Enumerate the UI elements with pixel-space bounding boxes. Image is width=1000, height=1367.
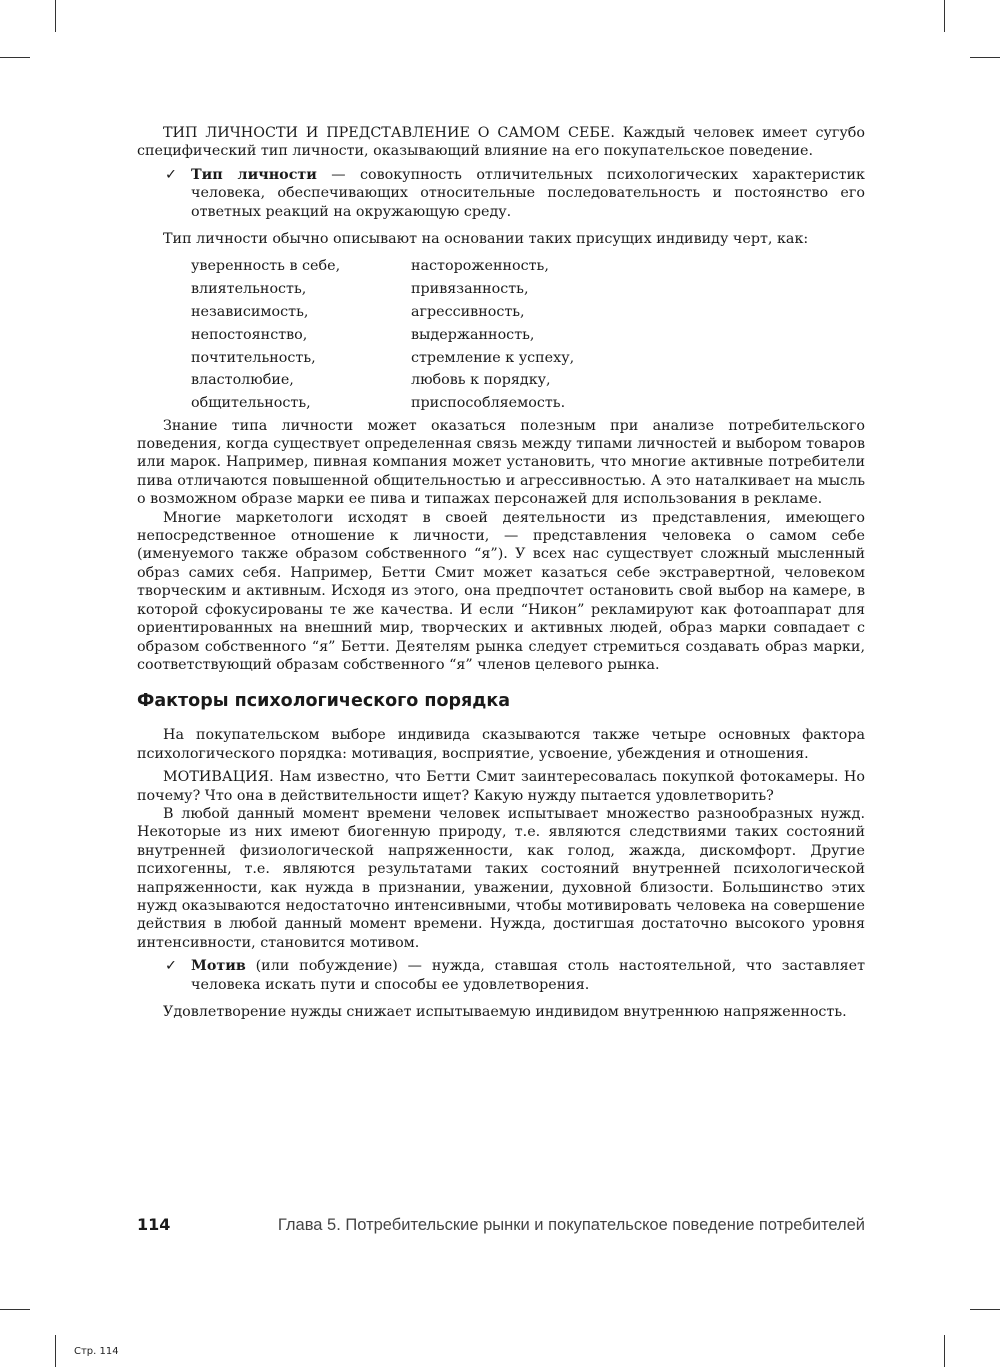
checkmark-icon: ✓ bbox=[165, 166, 177, 183]
trait-item: агрессивность, bbox=[411, 304, 525, 321]
crop-mark bbox=[55, 1335, 56, 1367]
section-heading: Факторы психологического порядка bbox=[137, 691, 511, 712]
trait-item: выдержанность, bbox=[411, 326, 535, 343]
traits-intro: Тип личности обычно описывают на основании таких присущих индивиду черт, как: bbox=[163, 231, 809, 248]
trait-item: приспособляемость. bbox=[411, 395, 566, 412]
trait-item: стремление к успеху, bbox=[411, 349, 575, 366]
crop-mark bbox=[0, 57, 30, 58]
body-paragraph: Знание типа личности может оказаться полезным при анализе потребительского поведения, когда существует определенная связь между типами личностей и выбором товаров или марок. Например, пивная компания может установить, что многие активные потребители пива отличаются повышенной общительностью и агрессивностью. А это наталкивает на мысль о возможном образе марки ее пива и типажах персонажей для использования в рекламе. bbox=[137, 417, 865, 508]
body-paragraph: В любой данный момент времени человек испытывает множество разнообразных нужд. Некоторые из них имеют биогенную природу, т.е. являются следствиями таких состояний внутренней физиологической напряженности, как голод, жажда, дискомфорт. Другие психогенны, т.е. являются результатами таких состояний внутренней психологической напряженности, как нужда в признании, уважении, духовной близости. Большинство этих нужд оказываются недостаточно интенсивными, чтобы мотивировать человека на совершение действия в любой данный момент времени. Нужда, достигшая достаточно высокого уровня интенсивности, становится мотивом. bbox=[137, 805, 865, 951]
definition-motive bbox=[137, 957, 865, 994]
page-body bbox=[137, 124, 865, 1021]
body-paragraph: МОТИВАЦИЯ. Нам известно, что Бетти Смит заинтересовалась покупкой фотокамеры. Но почему? Что она в действительности ищет? Какую нужду пытается удовлетворить? bbox=[137, 769, 865, 804]
crop-mark bbox=[970, 57, 1000, 58]
chapter-title: Глава 5. Потребительские рынки и покупательское поведение потребителей bbox=[277, 1216, 865, 1234]
trait-item: настороженность, bbox=[411, 258, 549, 275]
trait-item: непостоянство, bbox=[191, 326, 308, 343]
definition-text: (или побуждение) — нужда, ставшая столь настоятельной, что заставляет человека искать пути и способы ее удовлетворения. bbox=[191, 958, 865, 993]
body-paragraph: Многие маркетологи исходят в своей деятельности из представления, имеющего непосредственное отношение к личности, — представления человека о самом себе (именуемого также образом собственного “я”). У всех нас существует сложный мысленный образ самих себя. Например, Бетти Смит может казаться себе экстравертной, человеком творческим и активным. Исходя из этого, она предпочтет остановить свой выбор на камере, в которой сфокусированы те же качества. И если “Никон” рекламируют как фотоаппарат для ориентированных на внешний мир, творческих и активных людей, образ марки совпадает с образом собственного “я” Бетти. Деятелям рынка следует стремиться создавать образ марки, соответствующий образам собственного “я” членов целевого рынка. bbox=[137, 509, 865, 673]
trait-item: любовь к порядку, bbox=[411, 372, 551, 389]
trait-item: почтительность, bbox=[191, 349, 316, 366]
definition-personality-type bbox=[137, 166, 865, 221]
page-number: 114 bbox=[137, 1215, 171, 1234]
intro-lead: ТИП ЛИЧНОСТИ И ПРЕДСТАВЛЕНИЕ О САМОМ СЕБЕ. bbox=[163, 125, 615, 141]
trait-item: независимость, bbox=[191, 304, 309, 321]
trait-item: властолюбие, bbox=[191, 372, 294, 389]
crop-mark bbox=[944, 0, 945, 32]
crop-mark bbox=[944, 1335, 945, 1367]
intro-paragraph: ТИП ЛИЧНОСТИ И ПРЕДСТАВЛЕНИЕ О САМОМ СЕБЕ. Каждый человек имеет сугубо специфический тип личности, оказывающий влияние на его покупательское поведение. bbox=[137, 125, 865, 160]
trait-item: влиятельность, bbox=[191, 281, 307, 298]
page-footer bbox=[137, 1215, 865, 1235]
trait-item: общительность, bbox=[191, 395, 311, 412]
definition-term: Тип личности bbox=[191, 166, 317, 183]
crop-mark bbox=[55, 0, 56, 32]
definition-term: Мотив bbox=[191, 958, 246, 975]
page-label: Стр. 114 bbox=[74, 1346, 119, 1357]
trait-item: привязанность, bbox=[411, 281, 529, 298]
crop-mark bbox=[970, 1309, 1000, 1310]
definition-text: — совокупность отличительных психологических характеристик человека, обеспечивающих относительные последовательность и постоянство его ответных реакций на окружающую среду. bbox=[191, 166, 865, 220]
trait-item: уверенность в себе, bbox=[191, 258, 341, 275]
body-paragraph: На покупательском выборе индивида сказываются также четыре основных фактора психологического порядка: мотивация, восприятие, усвоение, убеждения и отношения. bbox=[137, 727, 865, 762]
traits-list bbox=[191, 257, 865, 412]
body-paragraph: Удовлетворение нужды снижает испытываемую индивидом внутреннюю напряженность. bbox=[163, 1004, 847, 1020]
checkmark-icon: ✓ bbox=[165, 958, 177, 975]
crop-mark bbox=[0, 1309, 30, 1310]
